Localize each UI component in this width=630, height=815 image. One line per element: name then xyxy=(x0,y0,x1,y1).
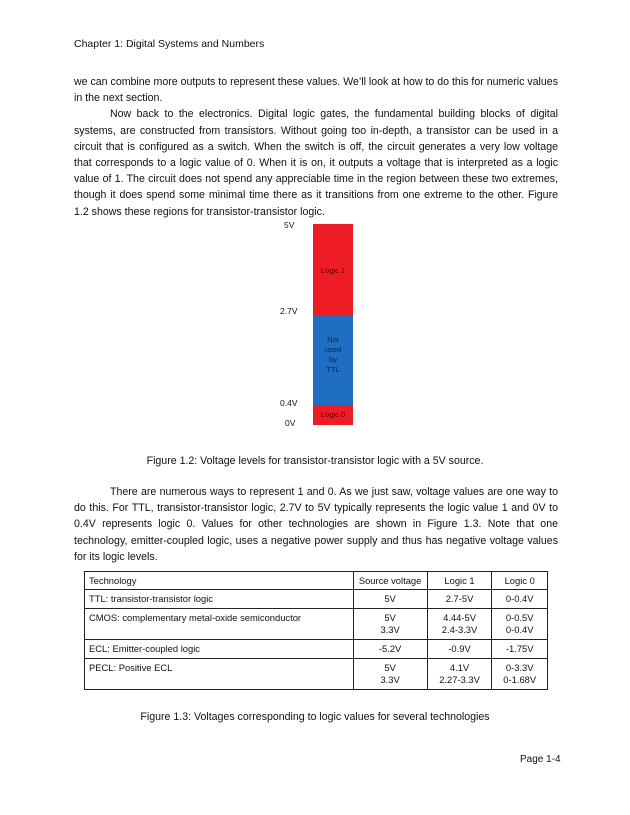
voltage-label-5v: 5V xyxy=(284,220,295,230)
logic1-cell xyxy=(427,590,492,609)
technology-cell: CMOS: complementary metal-oxide semiconductor xyxy=(85,609,354,640)
not-used-line: TTL xyxy=(326,365,340,374)
source-cell xyxy=(353,590,427,609)
value: 2.7-5V xyxy=(445,593,474,604)
value: 3.3V xyxy=(380,624,400,635)
value: 0-0.4V xyxy=(505,624,534,635)
value: 4.1V xyxy=(449,662,470,673)
value: 2.27-3.3V xyxy=(439,674,480,685)
value: 5V xyxy=(384,612,396,623)
logic-0-region xyxy=(313,405,353,425)
paragraph: Now back to the electronics. Digital logic gates, the fundamental building blocks of digital systems, are constructed from transistors. Without going too in-depth, a transistor can be used in a circuit that is configured as a switch. When the switch is off, the circuit generates a very low voltage that corresponds to a logic value of 0. When it is on, it outputs a voltage that is interpreted as a logic value of 1. The circuit does not spend any appreciable time in the region between these two extremes, though it does spend some minimal time there as it transitions from one extreme to the other. Figure 1.2 shows these regions for transistor-transistor logic. xyxy=(74,108,558,218)
column-header: Logic 1 xyxy=(427,572,492,590)
page-number: Page 1-4 xyxy=(520,754,561,765)
table-row xyxy=(85,640,548,659)
technology-cell: TTL: transistor-transistor logic xyxy=(85,590,354,609)
paragraph: we can combine more outputs to represent these values. We’ll look at how to do this for numeric values in the next section. xyxy=(74,76,558,105)
value: 0-0.4V xyxy=(505,593,534,604)
column-header: Technology xyxy=(85,572,354,590)
value: 2.4-3.3V xyxy=(441,624,478,635)
table-header-row xyxy=(85,572,548,590)
value: 0-3.3V xyxy=(505,662,534,673)
table-row xyxy=(85,609,548,640)
value: 3.3V xyxy=(380,674,400,685)
logic1-cell xyxy=(427,659,492,690)
voltage-label-0v: 0V xyxy=(285,418,296,428)
table-row xyxy=(85,590,548,609)
column-header: Source voltage xyxy=(353,572,427,590)
logic1-cell xyxy=(427,640,492,659)
value: 5V xyxy=(384,593,396,604)
not-used-line: Not xyxy=(327,335,339,344)
logic-1-region xyxy=(313,224,353,315)
logic-1-label: Logic 1 xyxy=(320,266,346,275)
logic0-cell xyxy=(492,590,548,609)
figure-1-2-caption: Figure 1.2: Voltage levels for transistor-transistor logic with a 5V source. xyxy=(146,455,484,467)
figure-1-3-caption: Figure 1.3: Voltages corresponding to logic values for several technologies xyxy=(140,711,490,723)
technology-cell: PECL: Positive ECL xyxy=(85,659,354,690)
source-cell xyxy=(353,640,427,659)
not-used-line: by xyxy=(329,355,337,364)
logic0-cell xyxy=(492,640,548,659)
column-header: Logic 0 xyxy=(492,572,548,590)
source-cell xyxy=(353,609,427,640)
value: -1.75V xyxy=(505,643,534,654)
technology-cell: ECL: Emitter-coupled logic xyxy=(85,640,354,659)
value: -5.2V xyxy=(378,643,402,654)
table-row xyxy=(85,659,548,690)
not-used-label xyxy=(313,335,353,375)
logic-0-label: Logic 0 xyxy=(320,410,346,419)
voltage-table xyxy=(84,571,548,690)
value: 0-1.68V xyxy=(503,674,537,685)
paragraph: There are numerous ways to represent 1 and 0. As we just saw, voltage values are one way to do this. For TTL, transistor-transistor logic, 2.7V to 5V typically represents the logic value 1 and 0V to 0.4V represents logic 0. Values for other technologies are shown in Figure 1.3. Note that one technology, emitter-coupled logic, uses a negative power supply and thus has negative voltage values for its logic levels. xyxy=(74,486,558,563)
logic1-cell xyxy=(427,609,492,640)
not-used-region xyxy=(313,315,353,405)
source-cell xyxy=(353,659,427,690)
value: -0.9V xyxy=(448,643,471,654)
not-used-line: used xyxy=(324,345,342,354)
value: 5V xyxy=(384,662,396,673)
value: 0-0.5V xyxy=(505,612,534,623)
value: 4.44-5V xyxy=(443,612,476,623)
chapter-header: Chapter 1: Digital Systems and Numbers xyxy=(74,38,265,50)
logic0-cell xyxy=(492,609,548,640)
voltage-label-0-4v: 0.4V xyxy=(280,398,298,408)
logic0-cell xyxy=(492,659,548,690)
body-text-top xyxy=(74,74,558,220)
voltage-label-2-7v: 2.7V xyxy=(280,306,298,316)
body-text-bottom xyxy=(74,484,558,565)
